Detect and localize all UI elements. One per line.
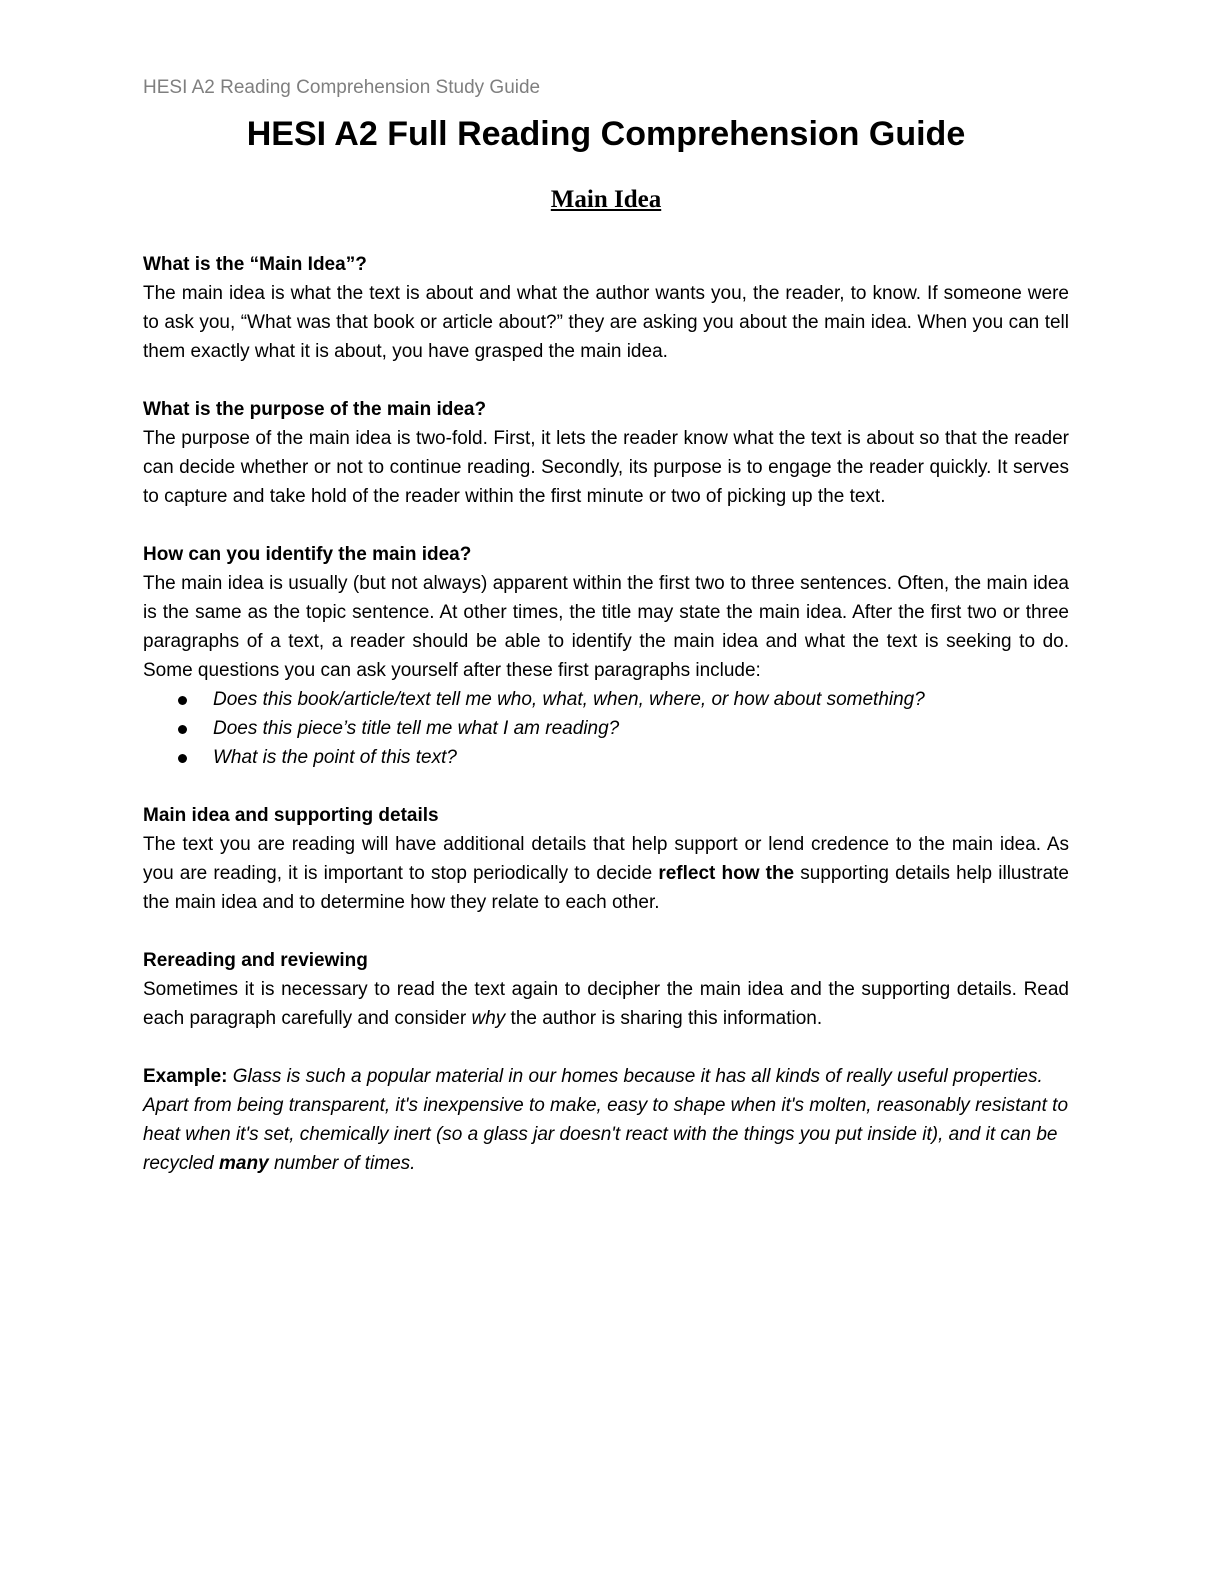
example-paragraph: [143, 1062, 1069, 1178]
section-heading: How can you identify the main idea?: [143, 544, 472, 565]
bullet-icon: [178, 725, 187, 734]
section-body: [143, 975, 1069, 1033]
section-body: The main idea is usually (but not always) apparent within the first two to three sentences. Often, the main idea is the same as the topic sentence. At other times, the title may state the main idea. After the first two or three paragraphs of a text, a reader should be able to identify the main idea and what the text is seeking to do. Some questions you can ask yourself after these first paragraphs include:: [143, 573, 1069, 681]
example-label: Example:: [143, 1066, 228, 1087]
running-header: HESI A2 Reading Comprehension Study Guide: [143, 77, 541, 98]
section-what-is-main-idea: [143, 250, 1069, 366]
section-rereading-reviewing: [143, 946, 1069, 1033]
section-heading: What is the purpose of the main idea?: [143, 399, 487, 420]
body-bold-text: reflect how the: [658, 863, 795, 884]
section-title: Main Idea: [550, 186, 662, 213]
section-purpose-of-main-idea: [143, 395, 1069, 511]
example-block: [143, 1062, 1069, 1178]
body-text: the author is sharing this information.: [505, 1008, 823, 1029]
section-heading: Rereading and reviewing: [143, 950, 368, 971]
document-page: [143, 74, 1069, 1178]
bullet-icon: [178, 696, 187, 705]
list-item: [173, 685, 1069, 714]
bullet-icon: [178, 754, 187, 763]
document-title: HESI A2 Full Reading Comprehension Guide: [246, 115, 966, 153]
list-item-text: Does this piece’s title tell me what I am reading?: [213, 718, 620, 739]
section-identify-main-idea: [143, 540, 1069, 772]
section-heading: Main idea and supporting details: [143, 805, 439, 826]
body-text: supporting details help illustrate the main idea and to determine how they relate to each other.: [143, 863, 1069, 913]
list-item: [173, 714, 1069, 743]
list-item-text: What is the point of this text?: [213, 747, 457, 768]
question-list: [143, 685, 1069, 772]
list-item: [173, 743, 1069, 772]
body-text: Sometimes it is necessary to read the text again to decipher the main idea and the supporting details. Read each paragraph carefully and consider: [143, 979, 1069, 1029]
example-text: number of times.: [268, 1153, 416, 1174]
example-text: Glass is such a popular material in our homes because it has all kinds of really useful properties. Apart from being transparent, it's inexpensive to make, easy to shape when it's molten, reasonably resistant to heat when it's set, chemically inert (so a glass jar doesn't react with the things you put inside it), and it can be recycled: [143, 1066, 1069, 1174]
section-heading: What is the “Main Idea”?: [143, 254, 367, 275]
body-italic-text: why: [471, 1008, 506, 1029]
body-text: The text you are reading will have additional details that help support or lend credence to the main idea. As you are reading, it is important to stop periodically to decide: [143, 834, 1069, 884]
section-body: [143, 830, 1069, 917]
example-bold-text: many: [219, 1153, 269, 1174]
section-body: The purpose of the main idea is two-fold. First, it lets the reader know what the text is about so that the reader can decide whether or not to continue reading. Secondly, its purpose is to engage the reader quickly. It serves to capture and take hold of the reader within the first minute or two of picking up the text.: [143, 428, 1069, 507]
section-body: The main idea is what the text is about and what the author wants you, the reader, to know. If someone were to ask you, “What was that book or article about?” they are asking you about the main idea. When you can tell them exactly what it is about, you have grasped the main idea.: [143, 283, 1069, 362]
section-supporting-details: [143, 801, 1069, 917]
list-item-text: Does this book/article/text tell me who, what, when, where, or how about something?: [213, 689, 925, 710]
